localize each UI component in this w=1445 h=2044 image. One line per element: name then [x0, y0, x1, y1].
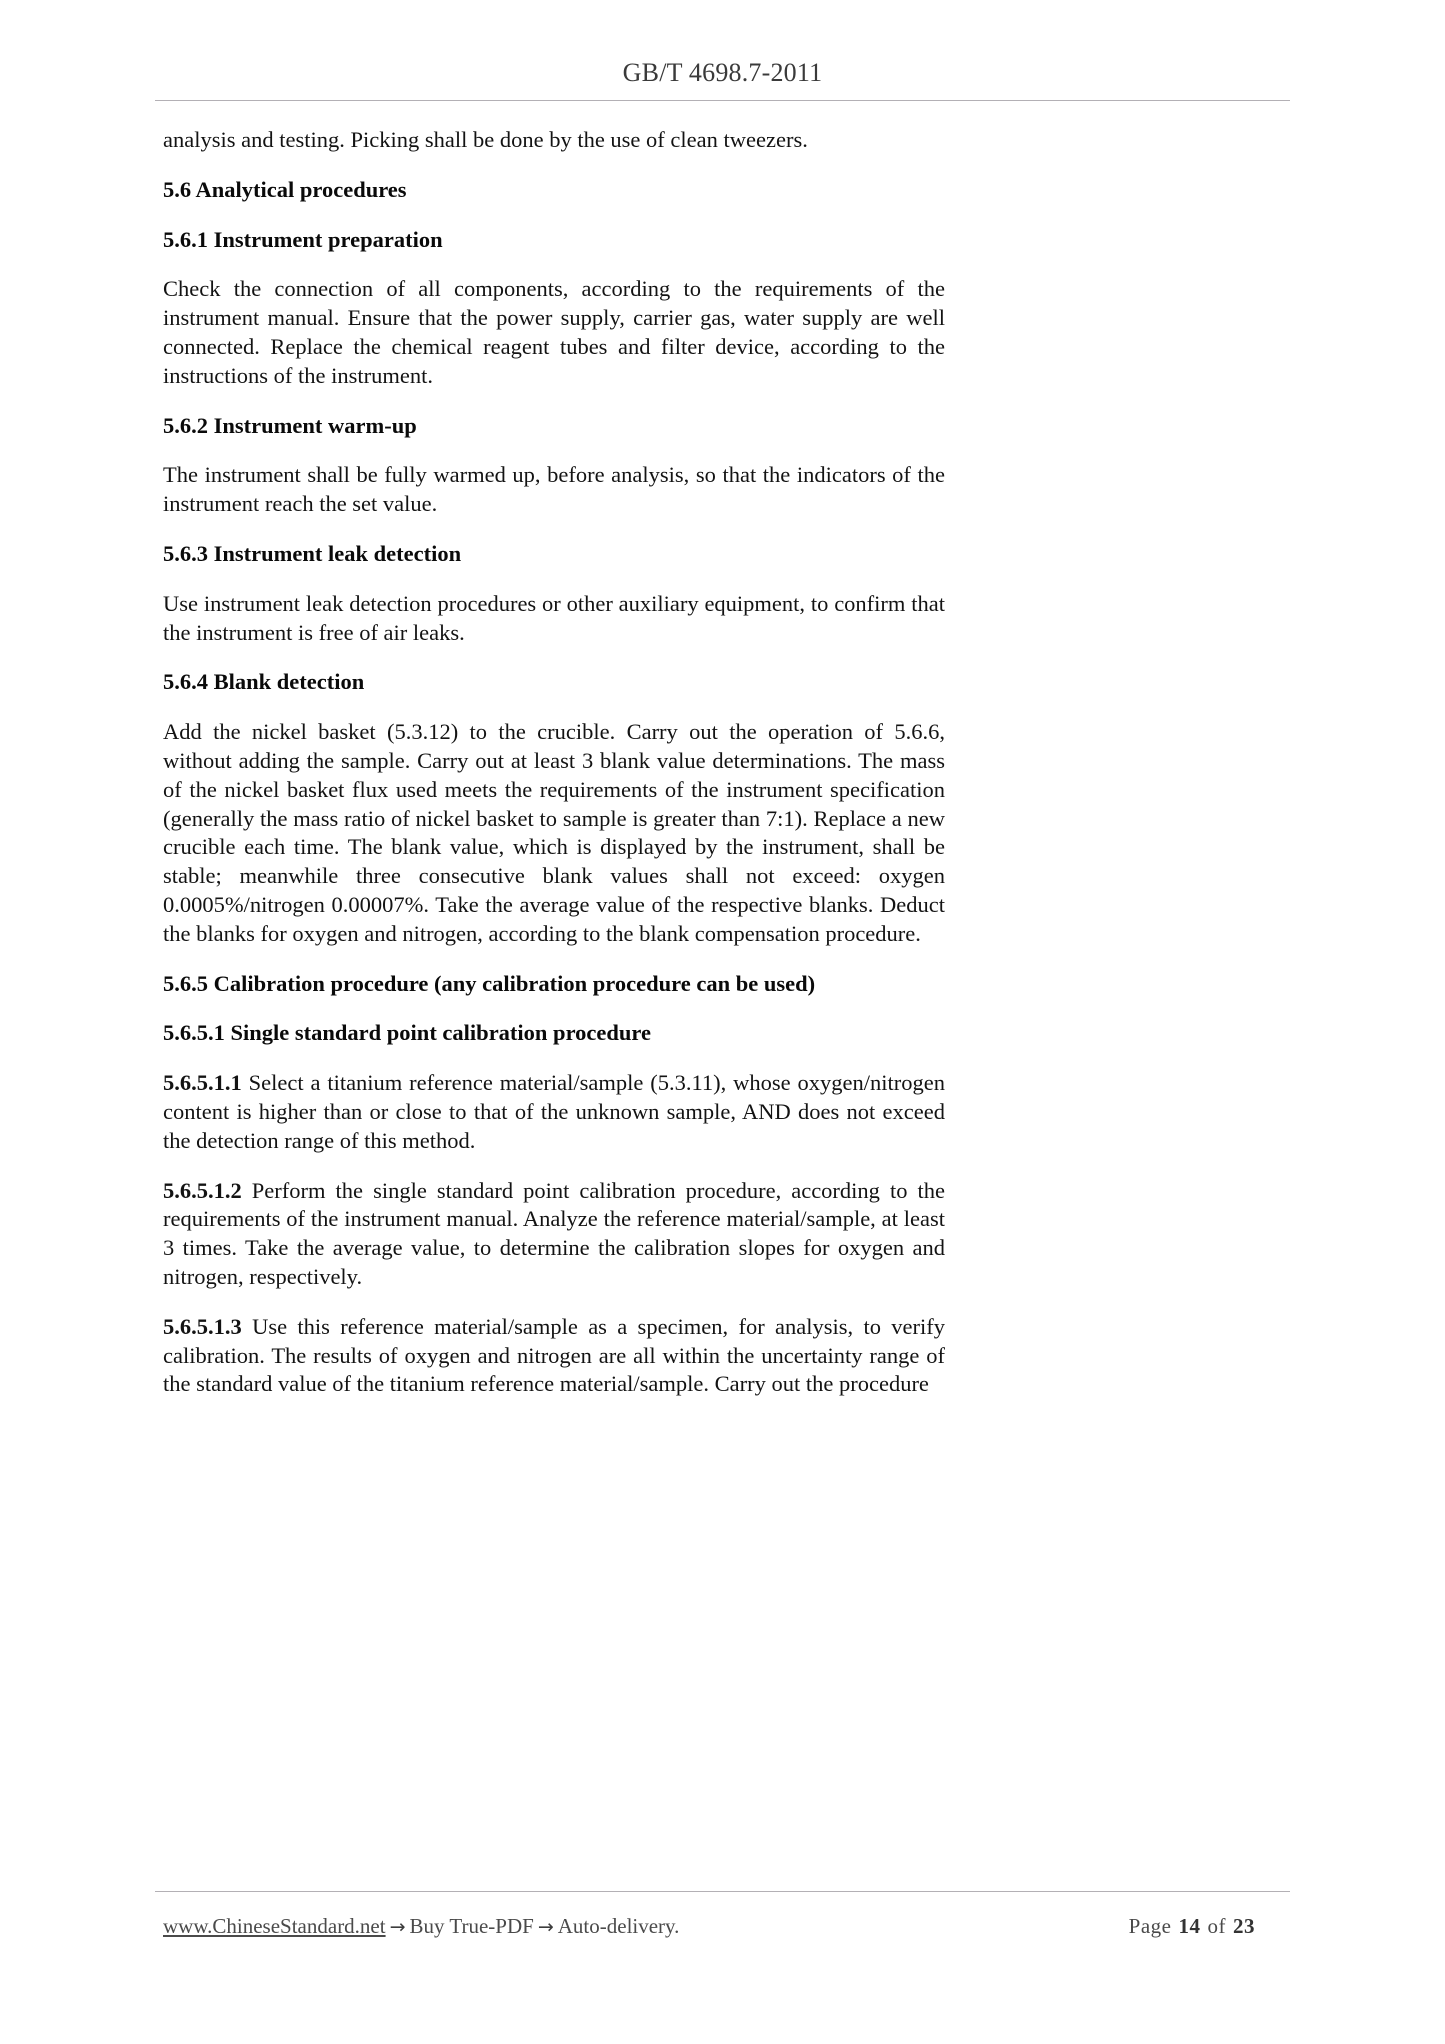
page-indicator — [1129, 1914, 1290, 1939]
page-footer — [163, 1906, 1290, 1946]
clause-number-5-6-5-1-3: 5.6.5.1.3 — [163, 1313, 242, 1339]
paragraph-5-6-1: Check the connection of all components, according to the requirements of the instrument manual. Ensure that the power supply, carrier gas, water supply are well connected. Replace the chemical reagent tubes and filter device, according to the instructions of the instrument. — [163, 276, 945, 388]
paragraph-5-6-4: Add the nickel basket (5.3.12) to the crucible. Carry out the operation of 5.6.6, without adding the sample. Carry out at least 3 blank value determinations. The mass of the nickel basket flux used meets the requirements of the instrument specification (generally the mass ratio of nickel basket to sample is greater than 7:1). Replace a new crucible each time. The blank value, which is displayed by the instrument, shall be stable; meanwhile three consecutive blank values shall not exceed: oxygen 0.0005%/nitrogen 0.00007%. Take the average value of the respective blanks. Deduct the blanks for oxygen and nitrogen, according to the blank compensation procedure. — [163, 719, 945, 946]
heading-5-6: 5.6 Analytical procedures — [163, 176, 407, 202]
clause-number-5-6-5-1-2: 5.6.5.1.2 — [163, 1177, 242, 1203]
heading-5-6-4: 5.6.4 Blank detection — [163, 669, 365, 695]
heading-5-6-1: 5.6.1 Instrument preparation — [163, 226, 443, 252]
heading-5-6-2: 5.6.2 Instrument warm-up — [163, 412, 417, 438]
paragraph-5-6-5-1-2 — [163, 1177, 945, 1292]
paragraph-5-6-3: Use instrument leak detection procedures or other auxiliary equipment, to confirm that the instrument is free of air leaks. — [163, 590, 945, 645]
clause-number-5-6-5-1-1: 5.6.5.1.1 — [163, 1070, 242, 1096]
page-label: Page — [1128, 1913, 1172, 1938]
standard-number-title: GB/T 4698.7-2011 — [622, 58, 823, 87]
page-number: 14 — [1178, 1913, 1201, 1938]
clause-text-5-6-5-1-2: Perform the single standard point calibration procedure, according to the requirements of the instrument manual. Analyze the reference material/sample, at least 3 times. Take the average value, to determine the calibration slopes for oxygen and nitrogen, respectively. — [163, 1177, 945, 1289]
page-header — [0, 58, 1445, 88]
chinesestandard-link[interactable]: www.ChineseStandard.net — [163, 1913, 386, 1938]
paragraph-5-6-5-1-1 — [163, 1069, 945, 1155]
of-label: of — [1207, 1913, 1226, 1938]
paragraph-5-6-5-1-3 — [163, 1313, 945, 1399]
heading-5-6-3: 5.6.3 Instrument leak detection — [163, 540, 462, 566]
footer-delivery-label: Auto-delivery. — [557, 1913, 680, 1938]
clause-text-5-6-5-1-3: Use this reference material/sample as a specimen, for analysis, to verify calibration. The results of oxygen and nitrogen are all within the uncertainty range of the standard value of the titanium reference material/sample. Carry out the procedure — [163, 1313, 945, 1397]
footer-promo — [163, 1914, 679, 1939]
paragraph-intro: analysis and testing. Picking shall be done by the use of clean tweezers. — [163, 127, 808, 152]
page-total: 23 — [1233, 1913, 1255, 1938]
paragraph-5-6-2: The instrument shall be fully warmed up, before analysis, so that the indicators of the instrument reach the set value. — [163, 462, 945, 517]
document-body — [163, 126, 945, 1399]
arrow-right-icon-2: → — [537, 1915, 554, 1938]
arrow-right-icon-1: → — [389, 1915, 406, 1938]
heading-5-6-5: 5.6.5 Calibration procedure (any calibration procedure can be used) — [163, 970, 816, 996]
header-divider — [155, 100, 1290, 101]
heading-5-6-5-1: 5.6.5.1 Single standard point calibration procedure — [163, 1020, 651, 1046]
footer-buy-label: Buy True-PDF — [409, 1913, 534, 1938]
clause-text-5-6-5-1-1: Select a titanium reference material/sample (5.3.11), whose oxygen/nitrogen content is higher than or close to that of the unknown sample, AND does not exceed the detection range of this method. — [163, 1070, 945, 1153]
footer-divider — [155, 1891, 1290, 1892]
